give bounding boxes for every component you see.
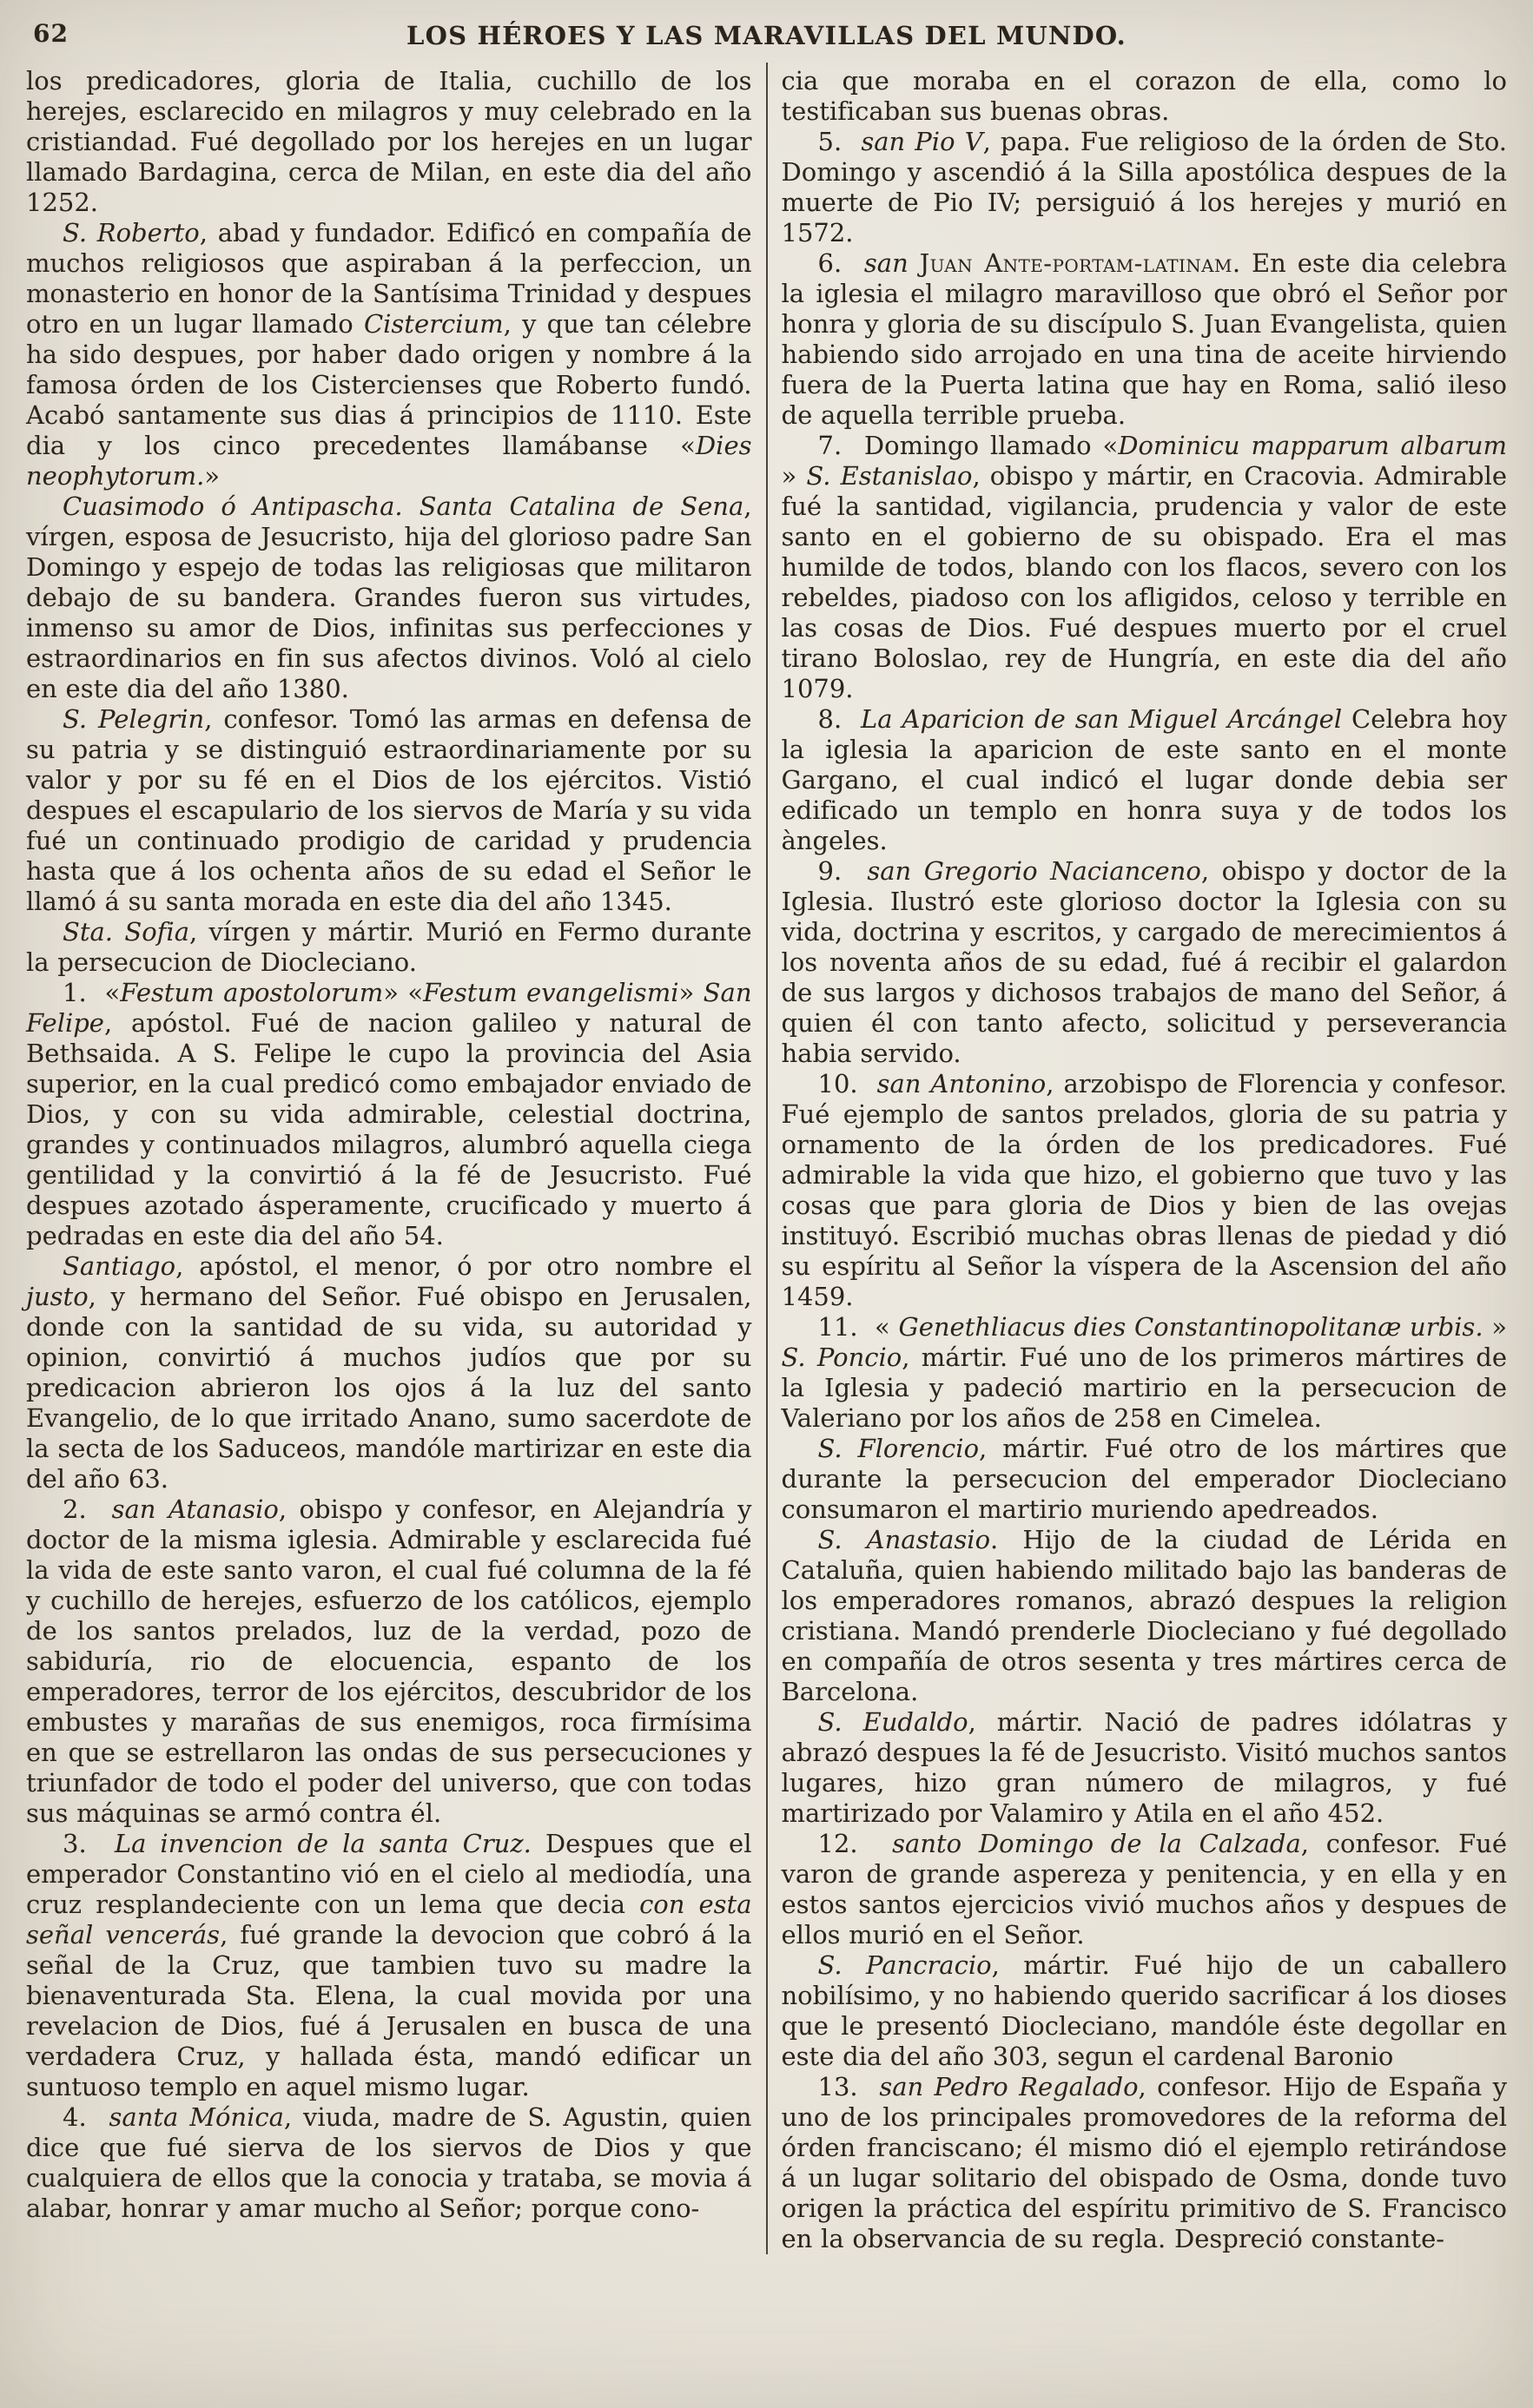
text-run: , obispo y doctor de la Iglesia. Ilustró este glorioso doctor la Iglesia con su vida, doctrina y escritos, y cargado de merecimientos á los noventa años de su edad, fué á recibir el galardon de sus largos y dichosos trabajos de mano del Señor, á quien él con tanto afecto, solicitud y perseverancia habia servido. [781,856,1507,1068]
paragraph [782,1069,1508,1312]
italic-text: S. Eudaldo [817,1707,968,1737]
paragraph [782,248,1508,431]
text-run: , mártir. Fué otro de los mártires que durante la persecucion del emperador Diocleciano consumaron el martirio muriendo apedreados. [781,1434,1507,1524]
italic-text: S. Florencio [817,1434,980,1463]
paragraph [782,431,1508,704]
paragraph [26,491,752,704]
paragraph [782,704,1508,856]
text-run: 8. [817,704,862,734]
italic-text: santa Mónica [109,2102,284,2132]
paragraph [26,704,752,917]
italic-text: Genethliacus dies Constantinopolitanæ urbis. [898,1312,1483,1342]
text-run: 3. [63,1829,115,1858]
text-run: Celebra hoy la iglesia la aparicion de este santo en el monte Gargano, el cual indicó el lugar donde debia ser edificado un templo en honra suya y de todos los àngeles. [781,704,1508,855]
text-run: , viuda, madre de S. Agustin, quien dice que fué sierva de los siervos de Dios y que cualquiera de ellos que la conocia y trataba, se movia á alabar, honrar y amar mucho al Señor; porque cono- [26,2102,752,2223]
paragraph [782,2072,1508,2254]
text-run: , obispo y confesor, en Alejandría y doctor de la misma iglesia. Admirable y esclarecida fué la vida de este santo varon, el cual fué columna de la fé y cuchillo de herejes, esfuerzo de los católicos, ejemplo de los santos prelados, luz de la verdad, pozo de sabiduría, rio de elocuencia, espanto de los emperadores, terror de los ejércitos, descubridor de los embustes y marañas de sus enemigos, roca firmísima en que se estrellaron las ondas de sus persecuciones y triunfador de todo el poder del universo, que con todas sus máquinas se armó contra él. [26,1494,752,1828]
italic-text: san Pedro Regalado [879,2072,1139,2101]
text-run: , apóstol. Fué de nacion galileo y natural de Bethsaida. A S. Felipe le cupo la provincia del Asia superior, en la cual predicó como embajador enviado de Dios, y con su vida admirable, celestial doctrina, grandes y continuados milagros, alumbró aquella ciega gentilidad y la convirtió á la fé de Jesucristo. Fué despues azotado ásperamente, crucificado y muerto á pedradas en este dia del año 54. [26,1008,752,1250]
italic-text: Festum apostolorum [120,978,384,1007]
text-run: 7. Domingo llamado « [817,431,1119,460]
italic-text: S. Pelegrin [63,704,205,734]
paragraph [26,917,752,978]
italic-text: San Felipe [26,978,752,1038]
italic-text: Cistercium [363,309,504,339]
italic-text: san Pio V [861,127,983,156]
italic-text: Cuasimodo ó Antipascha. Santa Catalina de Sena [63,491,744,521]
text-run: , confesor. Hijo de España y uno de los principales promovedores de la reforma del órden franciscano; él mismo dió el ejemplo retirándose á un lugar solitario del obispado de Osma, donde tuvo origen la práctica del espíritu primitivo de S. Francisco en la observancia de su regla. Despreció constante- [781,2072,1507,2253]
text-run: , vírgen y mártir. Murió en Fermo durante la persecucion de Diocleciano. [26,917,752,977]
text-run: 1. « [63,978,121,1007]
paragraph [782,1312,1508,1434]
paragraph [782,127,1508,248]
left-column [26,63,752,2254]
italic-text: Dies neophytorum. [26,431,752,491]
text-run: , obispo y mártir, en Cracovia. Admirable fué la santidad, vigilancia, prudencia y valor de este santo en el gobierno de su obispado. Era el mas humilde de todos, blando con los flacos, severo con los rebeldes, piadoso con los afligidos, celoso y terrible en las cosas de Dios. Fué despues muerto por el cruel tirano Boloslao, rey de Hungría, en este dia del año 1079. [781,461,1508,703]
italic-text: san Antonino [876,1069,1047,1098]
paragraph [782,1950,1508,2072]
right-column [782,63,1508,2254]
paragraph [26,1251,752,1494]
text-run: , papa. Fue religioso de la órden de Sto. Domingo y ascendió á la Silla apostólica despues de la muerte de Pio IV; persiguió á los herejes y murió en 1572. [781,127,1507,247]
text-run: » [204,461,221,491]
paragraph [782,1829,1508,1950]
text-run: , abad y fundador. Edificó en compañía de muchos religiosos que aspiraban á la perfeccion, un monasterio en honor de la Santísima Trinidad y despues otro en un lugar llamado [26,218,752,339]
text-columns [26,63,1507,2254]
column-divider [766,63,768,2254]
text-run: 12. [817,1829,893,1858]
text-run: , apóstol, el menor, ó por otro nombre el [175,1251,752,1281]
italic-text: La Aparicion de san Miguel Arcángel [861,704,1343,734]
text-run: , arzobispo de Florencia y confesor. Fué ejemplo de santos prelados, gloria de su patria y ornamento de la órden de los predicadores. Fué admirable la vida que hizo, el gobierno que tuvo y las cosas que para gloria de Dios y bien de las ovejas instituyó. Escribió muchas obras llenas de piedad y dió su espíritu al Señor la víspera de la Ascension del año 1459. [781,1069,1507,1311]
text-run: , vírgen, esposa de Jesucristo, hija del glorioso padre San Domingo y espejo de todas las religiosas que militaron debajo de su bandera. Grandes fueron sus virtudes, inmenso su amor de Dios, infinitas sus perfecciones y estraordinarios en fin sus afectos divinos. Voló al cielo en este dia del año 1380. [26,491,752,703]
text-run: » « [383,978,424,1007]
paragraph [782,66,1508,127]
italic-text: san Gregorio Nacianceno [867,856,1201,886]
text-run: » [678,978,704,1007]
paragraph [26,66,752,218]
italic-text: san [863,248,920,278]
text-run: , mártir. Fué uno de los primeros mártires de la Iglesia y padeció martirio en la persecucion de Valeriano por los años de 258 en Cimelea. [781,1343,1507,1433]
text-run: 2. [63,1494,112,1524]
italic-text: S. Poncio [781,1343,902,1372]
page-title: LOS HÉROES Y LAS MARAVILLAS DEL MUNDO. [406,21,1127,50]
text-run: » [781,461,807,491]
paragraph [782,1707,1508,1829]
italic-text: Festum evangelismi [423,978,679,1007]
italic-text: Dominicu mapparum albarum [1118,431,1508,460]
italic-text: S. Estanislao [806,461,973,491]
italic-text: Sta. Sofia [63,917,189,947]
italic-text: S. Anastasio [817,1525,991,1554]
paragraph [782,1525,1508,1707]
italic-text: S. Pancracio [817,1950,992,1980]
text-run: , confesor. Tomó las armas en defensa de su patria y se distinguió estraordinariamente por su valor y por su fé en el Dios de los ejércitos. Vistió despues el escapulario de los siervos de María y su vida fué un continuado prodigio de caridad y prudencia hasta que á los ochenta años de su edad el Señor le llamó á su santa morada en este dia del año 1345. [26,704,752,916]
text-run: » [1483,1312,1508,1342]
text-run: . Hijo de la ciudad de Lérida en Cataluña, quien habiendo militado bajo las banderas de los emperadores romanos, abrazó despues la religion cristiana. Mandó prenderle Diocleciano y fué degollado en compañía de otros sesenta y tres mártires cerca de Barcelona. [781,1525,1508,1706]
paragraph [782,856,1508,1069]
text-run: , y hermano del Señor. Fué obispo en Jerusalen, donde con la santidad de su vida, su autoridad y opinion, convirtió á muchos judíos que por su predicacion abrieron los ojos á la luz del santo Evangelio, de lo que irritado Anano, sumo sacerdote de la secta de los Saduceos, mandóle martirizar en este dia del año 63. [26,1282,752,1494]
paragraph [26,1494,752,1829]
paragraph [782,1434,1508,1525]
text-run: . En este dia celebra la iglesia el milagro maravilloso que obró el Señor por honra y gloria de su discípulo S. Juan Evangelista, quien habiendo sido arrojado en una tina de aceite hirviendo fuera de la Puerta latina que hay en Roma, salió ileso de aquella terrible prueba. [781,248,1507,430]
italic-text: santo Domingo de la Calzada [892,1829,1301,1858]
text-run: , y que tan célebre ha sido despues, por haber dado origen y nombre á la famosa órden de los Cistercienses que Roberto fundó. Acabó santamente sus dias á principios de 1110. Este dia y los cinco precedentes llamábanse « [26,309,752,460]
text-run: 4. [63,2102,109,2132]
text-run: 9. [817,856,868,886]
text-run: 10. [817,1069,877,1098]
paragraph [26,2102,752,2224]
text-run: Despues que el emperador Constantino vió en el cielo al mediodía, una cruz resplandeciente con un lema que decia [26,1829,752,1919]
italic-text: justo [26,1282,89,1311]
text-run: , confesor. Fué varon de grande aspereza y penitencia, y en ella y en estos santos ejercicios vivió muchos años y despues de ellos murió en el Señor. [781,1829,1507,1949]
paragraph [26,218,752,491]
paragraph [26,1829,752,2102]
text-run: , mártir. Nació de padres idólatras y abrazó despues la fé de Jesucristo. Visitó muchos santos lugares, hizo gran número de milagros, y fué martirizado por Valamiro y Atila en el año 452. [781,1707,1507,1828]
smallcaps-text: Juan Ante-portam-latinam [919,248,1232,278]
paragraph [26,978,752,1251]
text-run: 13. [817,2072,880,2101]
page-number: 62 [33,19,69,48]
page-header [26,9,1507,61]
text-run: 5. [817,127,862,156]
text-run: 6. [817,248,864,278]
italic-text: Santiago [63,1251,176,1281]
italic-text: La invencion de la santa Cruz. [114,1829,532,1858]
italic-text: san Atanasio [111,1494,279,1524]
italic-text: con esta señal vencerás [26,1890,752,1949]
text-run: cia que moraba en el corazon de ella, como lo testificaban sus buenas obras. [781,66,1507,126]
text-run: , mártir. Fué hijo de un caballero nobilísimo, y no habiendo querido sacrificar á los dioses que le presentó Diocleciano, mandóle éste degollar en este dia del año 303, segun el cardenal Baronio [781,1950,1507,2071]
text-run: , fué grande la devocion que cobró á la señal de la Cruz, que tambien tuvo su madre la bienaventurada Sta. Elena, la cual movida por una revelacion de Dios, fué á Jerusalen en busca de una verdadera Cruz, y hallada ésta, mandó edificar un suntuoso templo en aquel mismo lugar. [26,1920,752,2101]
text-run: los predicadores, gloria de Italia, cuchillo de los herejes, esclarecido en milagros y muy celebrado en la cristiandad. Fué degollado por los herejes en un lugar llamado Bardagina, cerca de Milan, en este dia del año 1252. [26,66,752,217]
italic-text: S. Roberto [63,218,200,247]
text-run: 11. « [817,1312,899,1342]
